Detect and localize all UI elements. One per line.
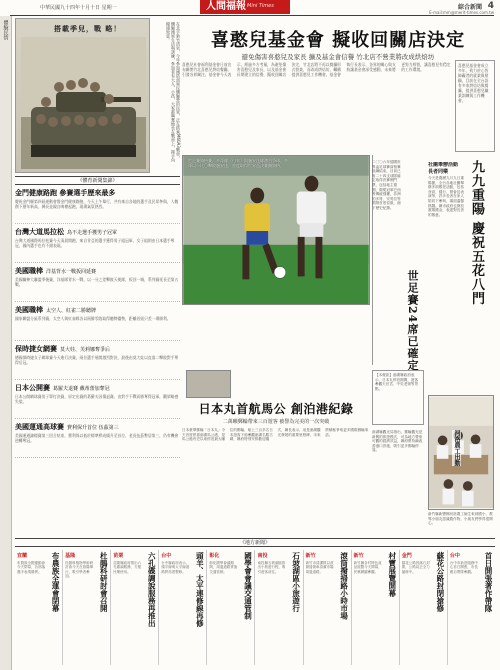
tank-photo	[21, 37, 146, 169]
worldcup-body: 二〇〇六年德國世界盃足球賽資格賽陸續結束，目前已有二十四支球隊確定取得決賽圈門票，包括地主德國、衛冕冠軍巴西等傳統強權，非洲的多哥、安哥拉等國則首度晉級，創下歷史紀錄。	[372, 160, 401, 210]
logo-subtitle: Mini Times	[247, 3, 274, 9]
regional-body: 台中市新設服務中心首日開張，市長親自帶隊參觀。	[449, 561, 478, 574]
regional-headline: 村寶展覽開幕	[387, 552, 397, 597]
regional-item	[15, 550, 63, 665]
brief-headline: 美國職棒 太空人、紅雀二勝聽牌	[15, 306, 97, 314]
regional-item	[159, 550, 207, 665]
brief-item	[15, 344, 180, 380]
regional-body: 彰化國學會議期間，周邊道路實施交通管制。	[209, 561, 238, 574]
regional-headline: 頭羊、太平連修線再修	[195, 552, 205, 627]
brief-item	[15, 383, 180, 419]
brief-headline: 美國運通高球賽 費利保升首位 伍茲第三	[15, 423, 119, 431]
regional-body: 新竹縣各村特色產品展覽今天開幕，民眾踴躍參觀。	[353, 561, 382, 574]
regional-body: 蘇花公路因落石封閉，公路局正全力搶修中。	[401, 561, 430, 574]
regional-headline: 布農族全運會閉幕	[51, 552, 61, 612]
regional-city: 新竹	[305, 553, 316, 559]
soccer-caption: 世足賽資格賽，多哥隊（白衣）與盧安達隊激烈爭球。多哥以一比〇擊敗盧安達，首度取得世界盃決賽圈資格。	[188, 158, 288, 168]
regional-news-row	[15, 550, 495, 665]
regional-item	[207, 550, 255, 665]
brief-item	[15, 422, 180, 458]
brief-body: 美國職棒大聯盟季後賽，洋基隊背水一戰，以一分之差擊敗天使隊，扳回一城，系列賽延長至第五戰。	[15, 277, 180, 302]
classroom-title: 河洛農工出動	[453, 430, 460, 466]
regional-city: 台中	[161, 553, 172, 559]
brief-body: 美國運通錦標賽第三回合結束，費利保以低於標準桿成績升至首位，老虎伍茲暫居第三，仍有機會逆轉奪冠。	[15, 433, 180, 458]
brief-item	[15, 227, 180, 263]
regional-headline: 杜鵑科研討會召開	[99, 552, 109, 612]
chongyang-body	[428, 162, 464, 362]
brief-body: 德國保時捷女子網球賽今天進行決賽，兩位選手展開激烈對決，最後由莫大娃以直落二擊敗對手奪得后冠。	[15, 355, 180, 380]
regional-headline: 蘇花公路封閉搶修	[435, 552, 445, 612]
main-subheadline: 避免傷害喜憨兒及家長 擴及基金會信譽 竹北店不營業將改成烘焙坊	[241, 53, 435, 61]
regional-headline: 滾筒撥掃路小時市場	[339, 552, 349, 620]
issue-date: 中華民國九十四年十月十日 星期一	[40, 5, 117, 11]
brief-body: 國家聯盟分區系列賽，太空人與紅雀隊各以兩勝零敗取得聽牌優勢，距離晉級只差一場勝利。	[15, 316, 180, 341]
contact-email: E-mail:mm@merit-times.com.tw	[429, 10, 494, 15]
main-headline: 喜憨兒基金會 擬收回關店決定	[210, 30, 466, 51]
brief-headline: 美國職棒 洋基背水一戰扳回延賽	[15, 267, 97, 275]
regional-city: 南投	[257, 553, 268, 559]
classroom-photo	[428, 395, 494, 510]
regional-body: 南投縣石坡湖區推出小旅遊行程，吸引遊客前往。	[257, 561, 286, 574]
ship-headline: 日本丸首航馬公 創泊港紀錄	[198, 402, 354, 416]
tank-photo-title: 搭載季兒，戰 略！	[54, 25, 122, 33]
regional-body: 新竹市清潔隊以滾筒掃街車清潔市場周邊道路。	[305, 561, 334, 574]
brief-headline: 金門健康路跑 參賽選手歷來最多	[15, 189, 116, 197]
regional-item	[400, 550, 448, 665]
main-story-body: 喜憨兒社會福利基金會日前宣布關閉竹北喜憨兒烘焙餐廳，引發各界關注。基金會今天表示，經過多方考量，為避免傷害喜憨兒及家長，以及基金會長期建立的信譽，擬收回關店決定，竹北店將不再以餐廳形式營業，而改成烘焙坊，繼續提供喜憨兒工作機會。基金會執行長表示，各界的關心與支持讓基金會深受感動，未來將更努力經營，讓喜憨兒有穩定的工作環境。	[182, 62, 451, 77]
section-name: 綜合新聞	[457, 4, 482, 11]
tank-story-text: 在北宇新竹清泉，今年參加國防部軍民體驗營的民眾，正在搭乘M60A3戰車，體驗國軍生活與訓練，參加者有大人、小孩，大家都興奮地坐在戰車上，揮手向鏡頭致意。	[166, 22, 181, 162]
regional-body: 杜鵑科植物學術研討會今天在基隆舉行，吸引學者參加。	[65, 561, 94, 579]
soccer-photo	[182, 155, 370, 305]
regional-item	[63, 550, 111, 665]
regional-city: 宜蘭	[17, 553, 28, 559]
regional-item	[255, 550, 303, 665]
brief-body: 日本公開網球賽男子單打決賽，原定出賽的葛羅夫因傷退賽，由對手不戰而勝奪得冠軍，觀眾略感失望。	[15, 394, 180, 419]
regional-banner: 《地方新聞》	[15, 538, 495, 547]
brief-item	[15, 266, 180, 302]
page-number: 4	[487, 1, 494, 11]
sports-banner: 《體育新聞集錦》	[15, 176, 180, 185]
chongyang-text: 今天是農曆九月九日重陽節，全台各地社團舉辦多項敬老活動，包括登高、健行、餐會及表演等，許多長者在家人陪同下參與，場面溫馨熱鬧。縣市政府也發放重陽禮金，表達對長者的敬意。	[428, 176, 464, 217]
regional-item	[111, 550, 159, 665]
classroom-caption: 新竹縣新豐鄉河洛農工師生來到國小，教導小朋友認識農作物，小朋友們學得很開心。	[428, 512, 493, 526]
newspaper-logo: 人間福報	[200, 0, 290, 14]
masthead-rule	[10, 15, 494, 16]
regional-city: 苗栗	[113, 553, 124, 559]
ship-side-box: 【本報訊】澎湖縣政府表示，日本丸停泊期間，遊客參觀天后宮、中央老街等景點。	[372, 370, 424, 425]
ship-thumbnail	[186, 370, 231, 398]
left-index-strip	[0, 16, 12, 670]
sports-briefs-column	[15, 176, 180, 536]
regional-city: 金門	[401, 553, 412, 559]
regional-headline: 首日開張著作帶隊	[483, 552, 493, 612]
brief-item	[15, 188, 180, 224]
regional-headline: 石坡湖區小旅遊行	[291, 552, 301, 612]
ship-subheadline: 二萬噸郵輪帶來三百遊客 被譽為完美的一次突破	[222, 419, 330, 425]
chongyang-headline: 九九重陽 慶祝五花八門	[469, 160, 484, 306]
chongyang-subhead: 社團舉辦活動 長者同樂	[428, 162, 459, 175]
regional-city: 台中	[449, 553, 460, 559]
regional-item	[352, 550, 400, 665]
regional-headline: 六孔碟調說服務再推出	[147, 552, 157, 627]
brief-body: 慶祝金門縣第四屆運動會暨金門健康路跑，今天上午舉行，共有來自各地的選手及民眾參與，人數創下歷年新高，縣長並親自鳴槍起跑，現場氣氛熱烈。	[15, 199, 180, 224]
regional-city: 基隆	[65, 553, 76, 559]
regional-city: 彰化	[209, 553, 220, 559]
worldcup-headline: 世足賽24席已確定	[406, 270, 419, 372]
regional-headline: 國學會會議交通管制	[243, 552, 253, 620]
regional-item	[448, 550, 495, 665]
brief-item	[15, 305, 180, 341]
regional-body: 布農族全國運動會今天閉幕，各部落選手表現優異。	[17, 561, 45, 574]
main-side-box: 喜憨兒基金會成立多年，致力於心智障礙者的就業與照顧，目前在全台設有多家烘焙坊與餐廳，提供喜憨兒職業訓練與工作機會。	[455, 60, 495, 152]
regional-body: 苗栗縣政府推出六孔碟調服務，方便民眾使用。	[113, 561, 142, 574]
ship-side-text: 澎湖縣觀光局指出，郵輪觀光是新興的旅遊模式，可為地方帶來可觀的經濟效益，縣府將持續改善港口設施，吸引更多郵輪停靠。	[372, 430, 423, 453]
regional-body: 台中縣政府表示，頭羊線與太平線道路將再度整修。	[161, 561, 190, 574]
regional-item	[304, 550, 352, 665]
tank-photo-block	[15, 18, 150, 173]
brief-headline: 保時捷女網賽 莫大娃、芙莉娜奪爭后	[15, 345, 111, 353]
brief-body: 台灣大道國際馬拉松賽今天清晨開跑，來自肯亞的選手獲得男子組冠軍，女子組則由日本選手奪冠，國內選手也有不錯表現。	[15, 238, 180, 263]
index-label: 體驗民情	[2, 20, 9, 40]
ship-story-body: 日本豪華郵輪「日本丸」今天首度停靠澎湖馬公港，是馬公港有史以來停泊最大噸位的郵輪，船上三百多名日本遊客下船參觀澎湖名勝古蹟，縣府特別安排歡迎儀式，縣長表示，這是澎湖觀光發展的重要里程碑，未來將積極爭取更多國際郵輪來訪。	[182, 428, 369, 442]
brief-headline: 日本公開賽 葛羅夫退賽 戴蒂蕾加奪冠	[15, 384, 110, 392]
regional-city: 新竹	[353, 553, 364, 559]
brief-headline: 台灣大道馬拉松 鳥不走選手獲男子冠軍	[15, 228, 118, 236]
